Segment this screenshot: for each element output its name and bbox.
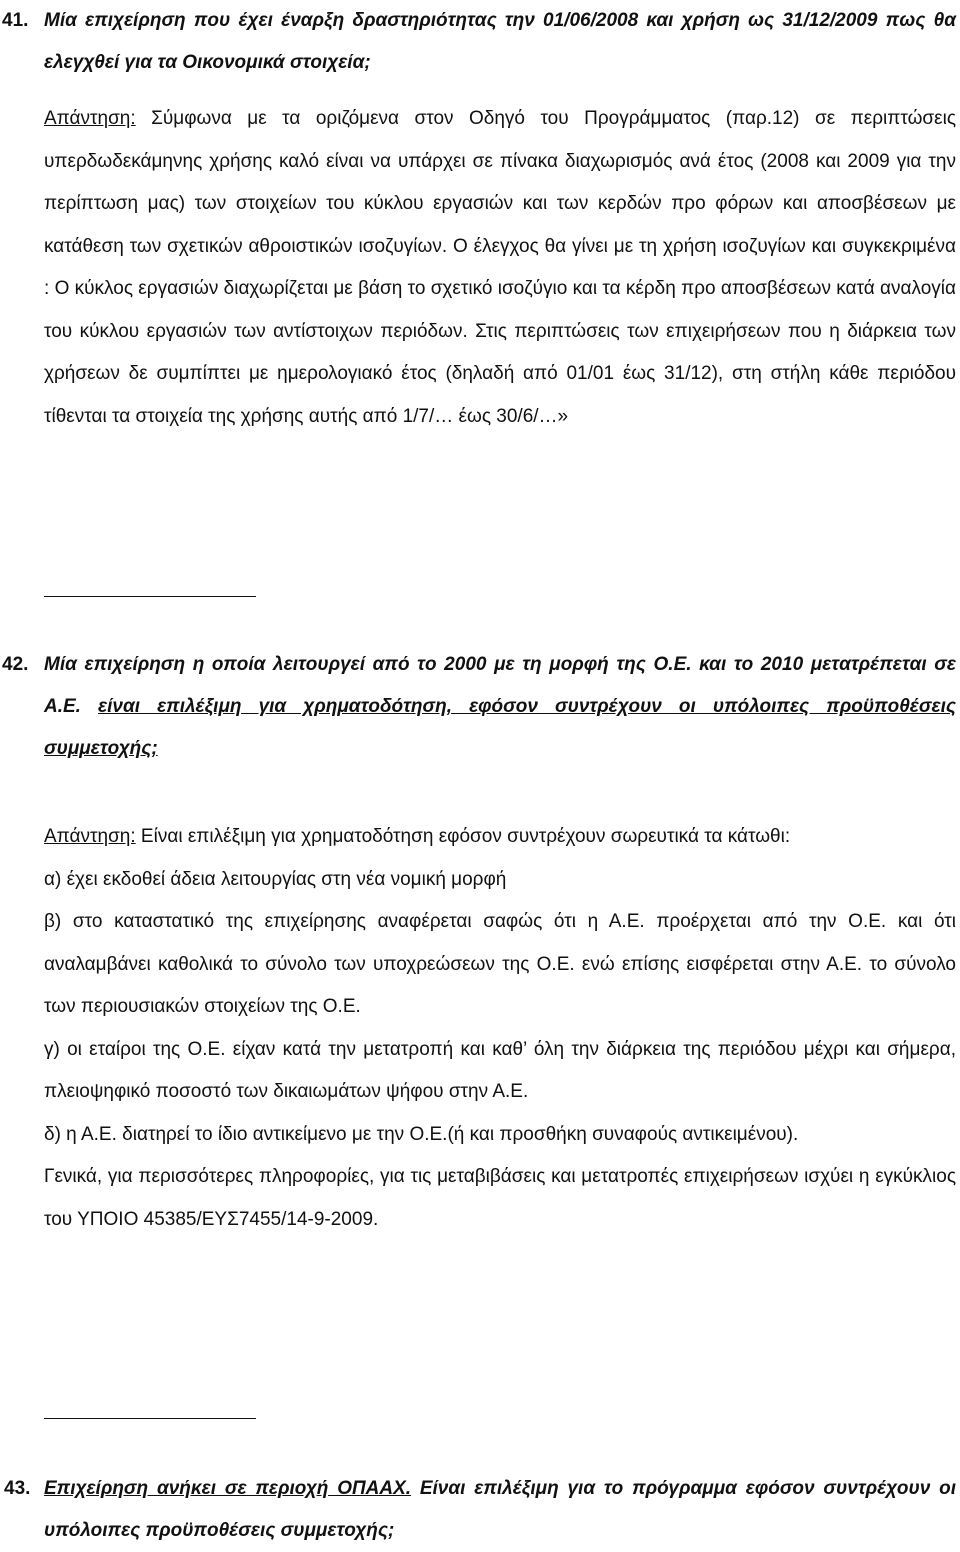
question-text: Μία επιχείρηση η οποία λειτουργεί από το 2000 με τη μορφή της Ο.Ε. και το 2010 μετατρέπεται σε Α.Ε. xyxy=(44,654,956,717)
answer-label: Απάντηση: xyxy=(44,826,136,847)
question-text: Είναι επιλέξιμη για το πρόγραμμα εφόσον συντρέχουν οι υπόλοιπες προϋποθέσεις συμμετοχής; xyxy=(44,1478,956,1541)
question-number: 43. xyxy=(4,1478,31,1499)
question-number: 41. xyxy=(2,10,29,31)
answer-text: Σύμφωνα με τα οριζόμενα στον Οδηγό του Προγράμματος (παρ.12) σε περιπτώσεις υπερδωδεκάμηνης χρήσης καλό είναι να υπάρχει σε πίνακα διαχωρισμός ανά έτος (2008 και 2009 για την περίπτωση μας) των στοιχείων του κύκλου εργασιών και των κερδών προ φόρων και αποσβέσεων με κατάθεση των σχετικών αθροιστικών ισοζυγίων. Ο έλεγχος θα γίνει με τη χρήση ισοζυγίων και συγκεκριμένα : Ο κύκλος εργασιών διαχωρίζεται με βάση το σχετικό ισοζύγιο και τα κέρδη προ αποσβέσεων κατά αναλογία του κύκλου εργασιών των αντίστοιχων περιόδων. Στις περιπτώσεις των επιχειρήσεων που η διάρκεια των χρήσεων δε συμπίπτει με ημερολογιακό έτος (δηλαδή από 01/01 έως 31/12), στη στήλη κάθε περιόδου τίθενται τα στοιχεία της χρήσης αυτής από 1/7/… έως 30/6/…» xyxy=(44,108,956,427)
question-number: 42. xyxy=(2,654,29,675)
answer-item: γ) οι εταίροι της Ο.Ε. είχαν κατά την μετατροπή και καθ’ όλη την διάρκεια της περιόδου μέχρι και σήμερα, πλειοψηφικό ποσοστό των δικαιωμάτων ψήφου στην Α.Ε. xyxy=(44,1038,956,1102)
separator-line xyxy=(44,596,256,597)
answer-item: β) στο καταστατικό της επιχείρησης αναφέρεται σαφώς ότι η Α.Ε. προέρχεται από την Ο.Ε. και ότι αναλαμβάνει καθολικά το σύνολο των υποχρεώσεων της Ο.Ε. ενώ επίσης εισφέρεται στην Α.Ε. το σύνολο των περιουσιακών στοιχείων της Ο.Ε. xyxy=(44,911,956,1017)
answer-42 xyxy=(44,816,956,1241)
question-41 xyxy=(2,0,956,84)
answer-intro: Είναι επιλέξιμη για χρηματοδότηση εφόσον συντρέχουν σωρευτικά τα κάτωθι: xyxy=(135,826,791,847)
question-text: Μία επιχείρηση που έχει έναρξη δραστηριότητας την 01/06/2008 και χρήση ως 31/12/2009 πως θα ελεγχθεί για τα Οικονομικά στοιχεία; xyxy=(44,10,956,73)
answer-paragraph xyxy=(44,816,956,859)
separator-line xyxy=(44,1418,256,1419)
question-text-underlined: Επιχείρηση ανήκει σε περιοχή ΟΠΑΑΧ. xyxy=(44,1478,412,1499)
question-text-underlined: είναι επιλέξιμη για χρηματοδότηση, εφόσον συντρέχουν οι υπόλοιπες προϋποθέσεις συμμετοχής; xyxy=(44,696,956,759)
question-42 xyxy=(2,644,956,770)
answer-41 xyxy=(44,98,956,438)
answer-label: Απάντηση: xyxy=(44,108,136,129)
answer-paragraph xyxy=(44,98,956,438)
answer-item: α) έχει εκδοθεί άδεια λειτουργίας στη νέα νομική μορφή xyxy=(44,868,507,890)
answer-note: Γενικά, για περισσότερες πληροφορίες, για τις μεταβιβάσεις και μετατροπές επιχειρήσεων ισχύει η εγκύκλιος του ΥΠΟΙΟ 45385/ΕΥΣ7455/14-9-2009. xyxy=(44,1166,956,1230)
question-43 xyxy=(4,1468,956,1552)
answer-item: δ) η Α.Ε. διατηρεί το ίδιο αντικείμενο με την Ο.Ε.(ή και προσθήκη συναφούς αντικειμένου). xyxy=(44,1123,799,1145)
